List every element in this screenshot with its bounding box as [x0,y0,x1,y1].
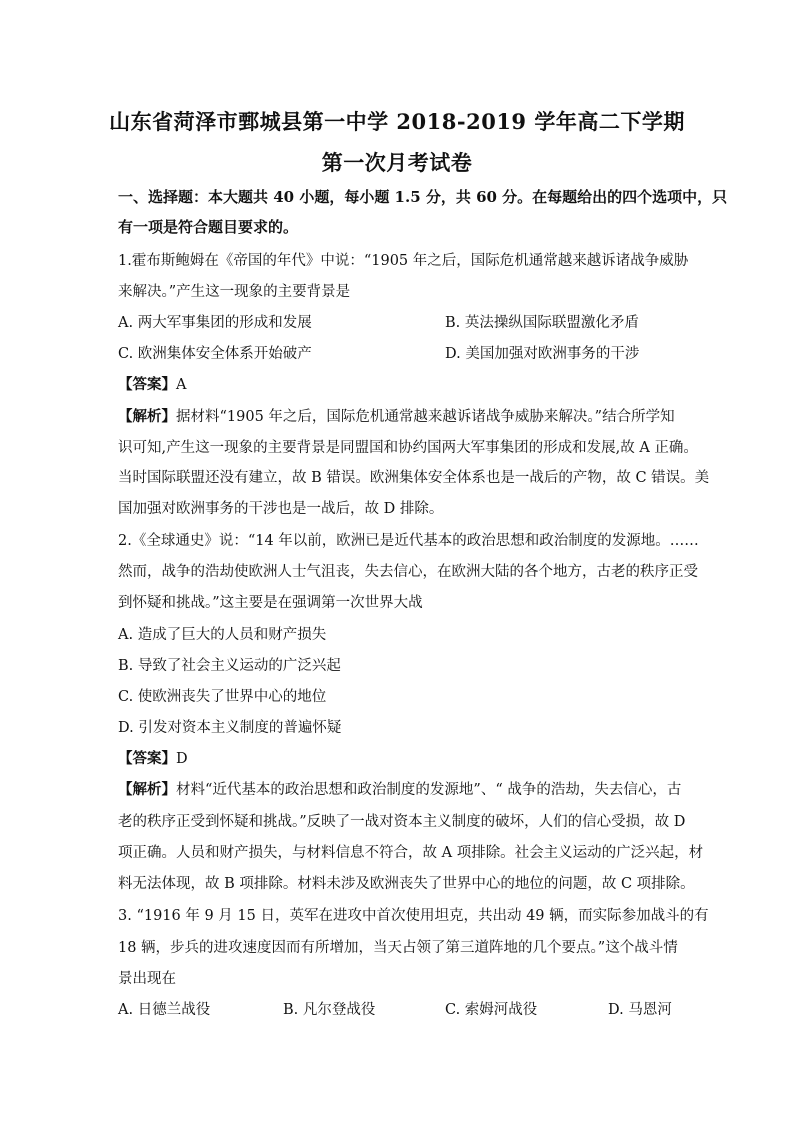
answer-value: D [176,751,188,767]
q3-option-b: B. 凡尔登战役 [283,1002,376,1018]
answer-value: A [176,377,187,393]
q2-option-d: D. 引发对资本主义制度的普遍怀疑 [118,720,342,736]
q2-option-b: B. 导致了社会主义运动的广泛兴起 [118,658,341,674]
q2-stem-line2: 然而，战争的浩劫使欧洲人士气沮丧，失去信心，在欧洲大陆的各个地方，古老的秩序正受 [118,564,698,580]
exam-title-line1: 山东省菏泽市鄄城县第一中学 2018-2019 学年高二下学期 [109,109,685,134]
q3-stem-line1: 3. “1916 年 9 月 15 日，英军在进攻中首次使用坦克，共出动 49 辆，而实际参加战斗的有 [118,908,709,924]
section-instruction-line1: 一、选择题：本大题共 40 小题，每小题 1.5 分，共 60 分。在每题给出的四个选项中，只 [118,188,728,206]
analysis-tag: 【解析】 [118,781,176,798]
q1-answer [118,373,186,394]
q2-stem-line3: 到怀疑和挑战。”这主要是在强调第一次世界大战 [118,595,423,611]
q1-stem-line2: 来解决。”产生这一现象的主要背景是 [118,284,351,300]
q3-stem-line2: 18 辆，步兵的进攻速度因而有所增加，当天占领了第三道阵地的几个要点。”这个战斗情 [118,940,678,956]
q2-answer [118,747,188,768]
q2-analysis-line2: 老的秩序正受到怀疑和挑战。”反映了一战对资本主义制度的破坏，人们的信心受损，故 D [118,814,686,830]
q1-option-d: D. 美国加强对欧洲事务的干涉 [445,346,640,362]
exam-title-line2: 第一次月考试卷 [321,150,473,175]
q1-option-c: C. 欧洲集体安全体系开始破产 [118,346,312,362]
q2-option-c: C. 使欧洲丧失了世界中心的地位 [118,689,327,705]
analysis-text: 据材料“1905 年之后，国际危机通常越来越诉诸战争威胁来解决。”结合所学知 [176,409,675,425]
q3-option-a: A. 日德兰战役 [118,1002,211,1018]
analysis-text: 材料“近代基本的政治思想和政治制度的发源地”、“ 战争的浩劫，失去信心，古 [176,782,682,798]
q1-stem-line1: 1.霍布斯鲍姆在《帝国的年代》中说：“1905 年之后，国际危机通常越来越诉诸战争威胁 [118,253,689,269]
q1-analysis-line4: 国加强对欧洲事务的干涉也是一战后，故 D 排除。 [118,501,444,517]
q1-analysis-line1 [118,405,675,426]
q1-option-a: A. 两大军事集团的形成和发展 [118,315,312,331]
answer-tag: 【答案】 [118,750,176,767]
q2-stem-line1: 2.《全球通史》说：“14 年以前，欧洲已是近代基本的政治思想和政治制度的发源地。…… [118,533,699,549]
q1-analysis-line2: 识可知,产生这一现象的主要背景是同盟国和协约国两大军事集团的形成和发展,故 A 正确。 [118,440,698,456]
q1-option-b: B. 英法操纵国际联盟激化矛盾 [445,315,639,331]
q1-analysis-line3: 当时国际联盟还没有建立，故 B 错误。欧洲集体安全体系也是一战后的产物，故 C 错误。美 [118,470,710,486]
section-instruction-line2: 有一项是符合题目要求的。 [118,218,299,236]
analysis-tag: 【解析】 [118,408,176,425]
q3-option-c: C. 索姆河战役 [445,1002,538,1018]
q3-stem-line3: 景出现在 [118,971,176,987]
q2-analysis-line3: 项正确。人员和财产损失，与材料信息不符合，故 A 项排除。社会主义运动的广泛兴起，材 [118,845,704,861]
q2-analysis-line1 [118,778,681,799]
q3-option-d: D. 马恩河 [608,1002,672,1018]
answer-tag: 【答案】 [118,376,176,393]
q2-option-a: A. 造成了巨大的人员和财产损失 [118,627,327,643]
q2-analysis-line4: 料无法体现，故 B 项排除。材料未涉及欧洲丧失了世界中心的地位的问题，故 C 项排除。 [118,876,695,892]
